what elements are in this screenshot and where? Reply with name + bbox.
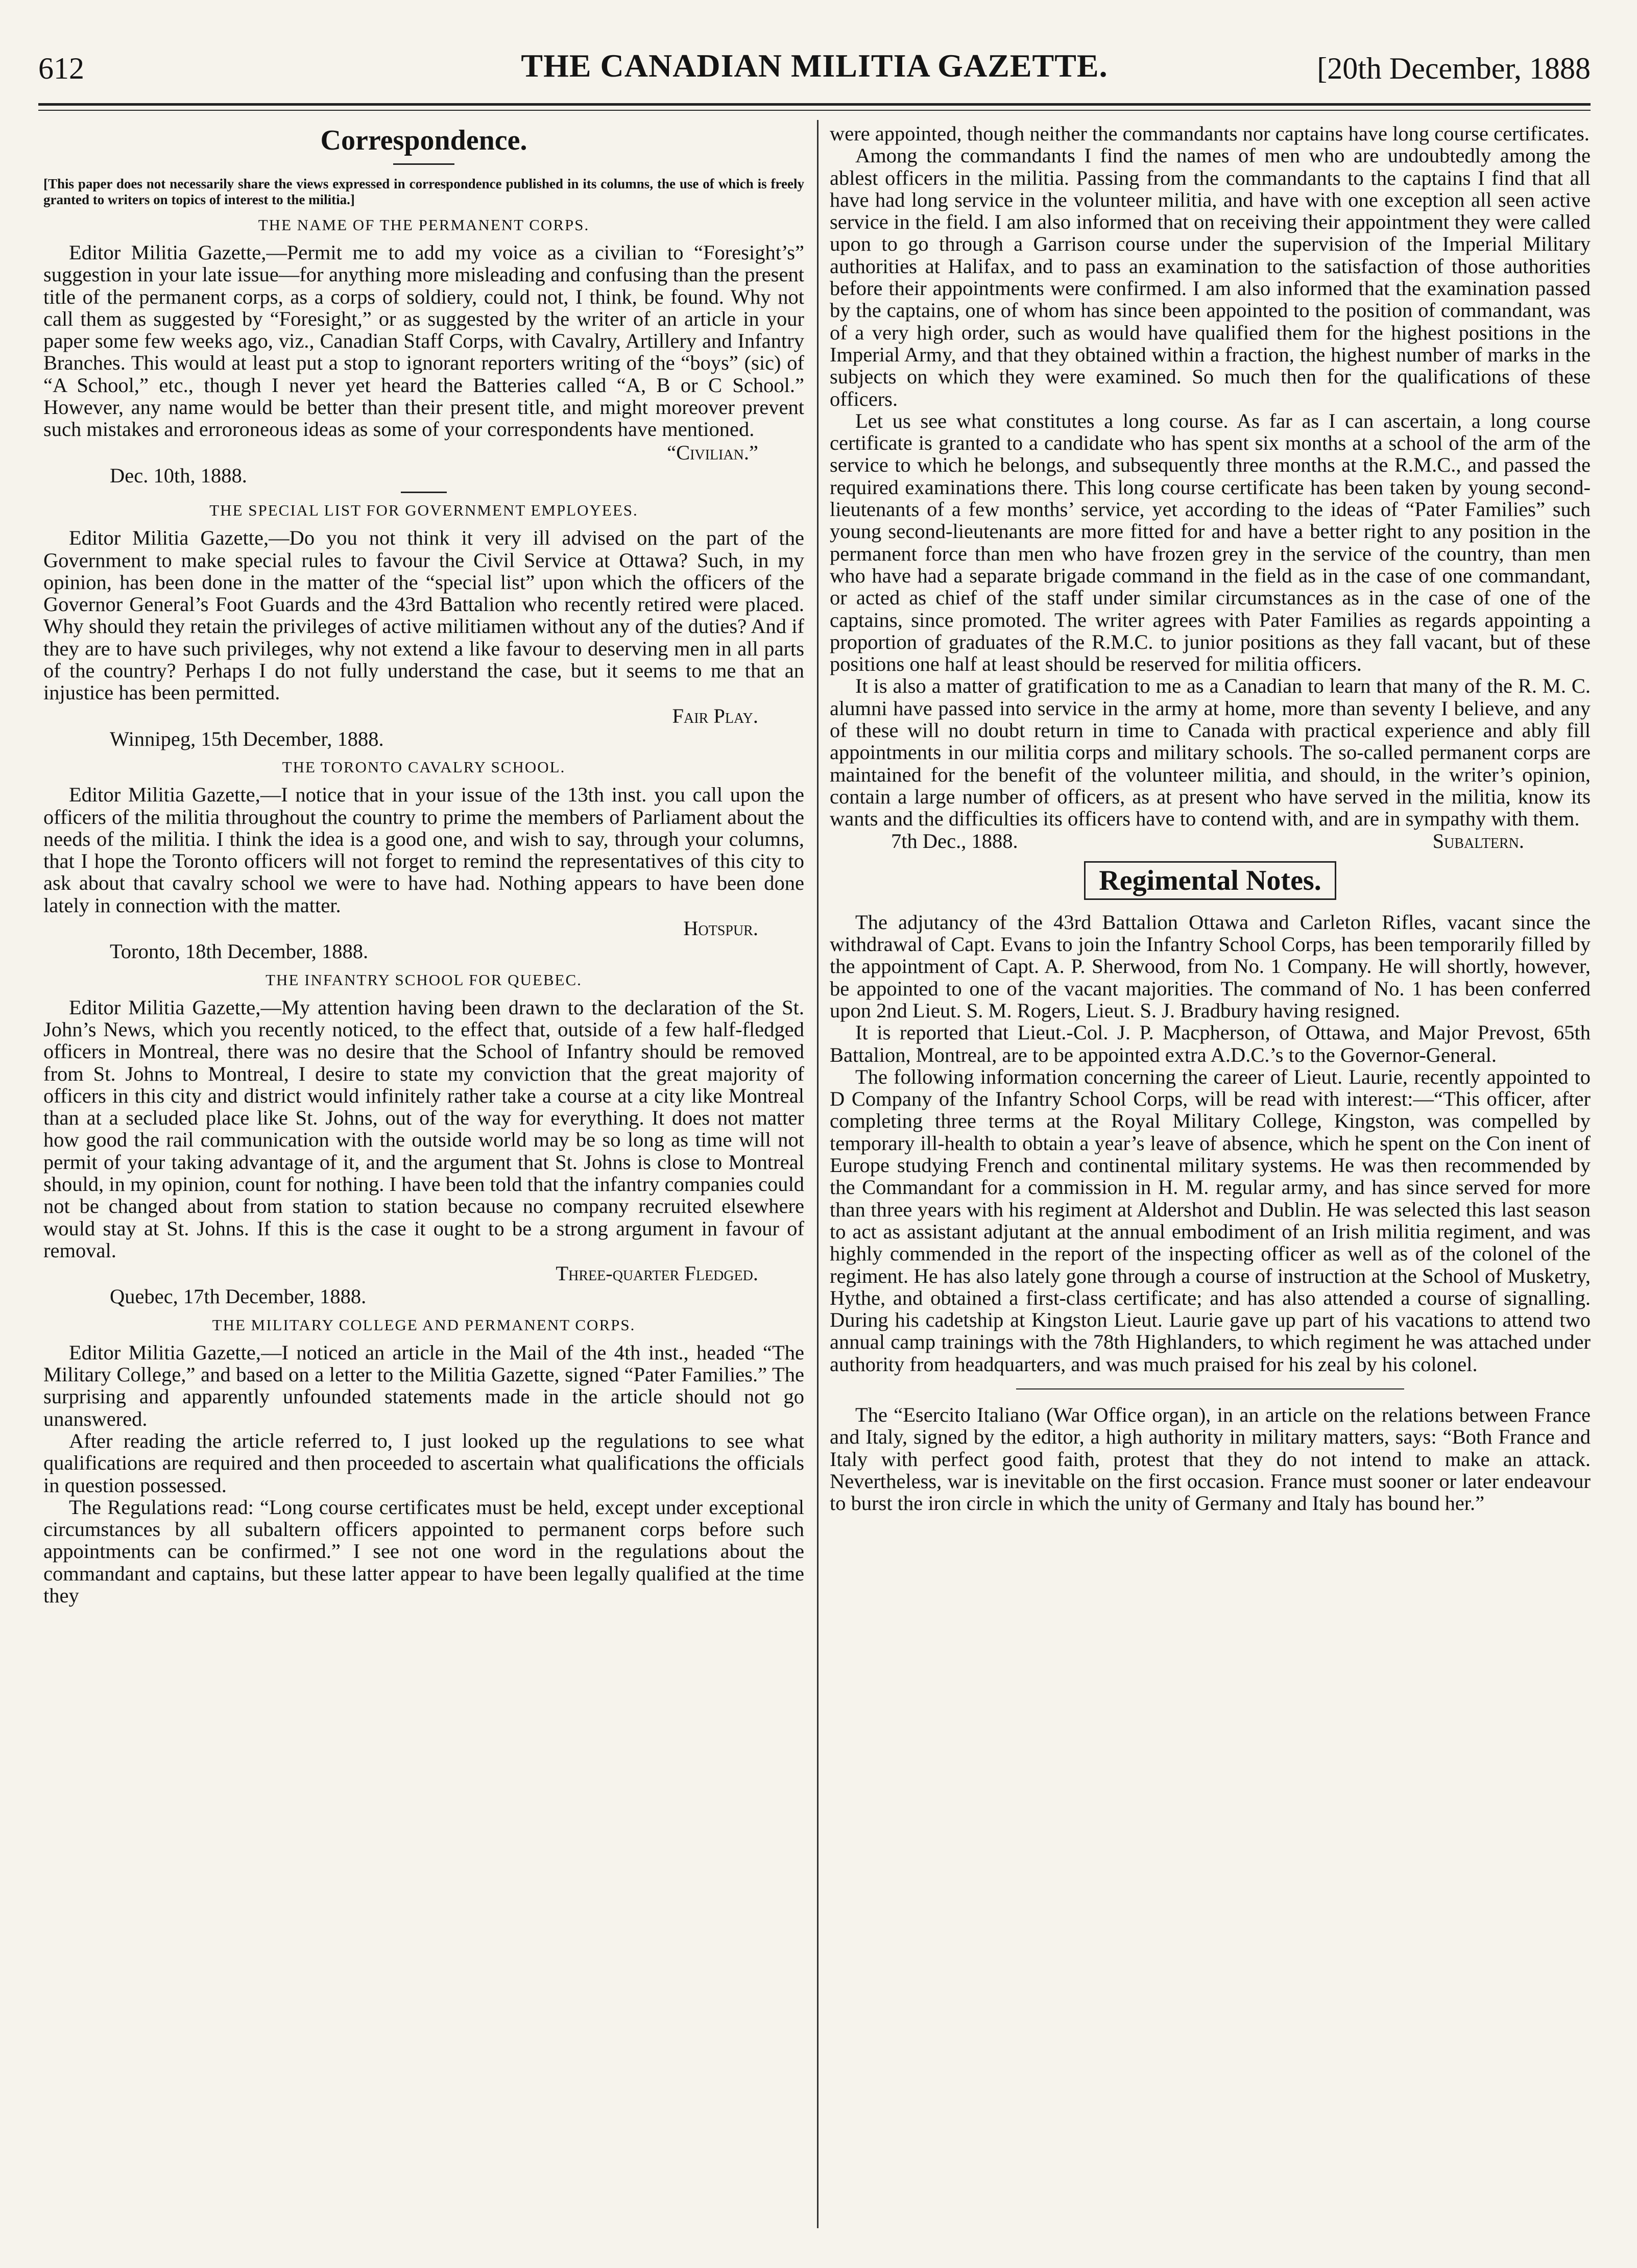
letter-title: THE MILITARY COLLEGE AND PERMANENT CORPS. <box>212 1315 636 1334</box>
letter-title: THE INFANTRY SCHOOL FOR QUEBEC. <box>266 970 582 989</box>
letter-dateline: Winnipeg, 15th December, 1888. <box>110 727 384 750</box>
letter-continuation-paragraph: Among the commandants I find the names of men who are undoubtedly among the ablest officers in the militia. Passing from the commandants to the captains I find that all have had long service in the volunteer militia, and have with one exception all seen active service in the field. I am also informed that on receiving their appointment they were called upon to go through a Garrison course under the supervision of the Imperial Military authorities at Halifax, and to pass an examination to the satisfaction of those authorities before their appointments were confirmed. I am also informed that the examination passed by the captains, one of whom has since been appointed to the position of commandant, was of a very high order, such as would have qualified them for the highest positions in the Imperial Army, and that they obtained within a fraction, the highest number of marks in the subjects on which they were examined. So much then for the qualifications of these officers. <box>830 144 1591 410</box>
regimental-notes-heading-box <box>830 861 1591 900</box>
letter-title: THE SPECIAL LIST FOR GOVERNMENT EMPLOYEES. <box>209 501 638 520</box>
note-paragraph: The adjutancy of the 43rd Battalion Ottawa and Carleton Rifles, vacant since the withdrawal of Capt. Evans to join the Infantry School Corps, has been temporarily filled by the appointment of Capt. A. P. Sherwood, from No. 1 Company. He will shortly, however, be appointed to one of the vacant majorities. The command of No. 1 has been conferred upon 2nd Lieut. S. M. Rogers, Lieut. S. J. Bradbury having resigned. <box>830 910 1591 1022</box>
letter-signoff <box>830 830 1591 852</box>
letter-signature: “Civilian.” <box>667 441 758 464</box>
letter-paragraph: Editor Militia Gazette,—Do you not think it very ill advised on the part of the Government to make special rules to favour the Civil Service at Ottawa? Such, in my opinion, has been done in the matter of the “special list” upon which the officers of the Governor General’s Foot Guards and the 43rd Battalion who recently retired were placed. Why should they retain the privileges of active militiamen without any of the duties? And if they are to have such privileges, why not extend a like favour to deserving men in all parts of the country? Perhaps I do not fully understand the case, but it seems to me that an injustice has been permitted. <box>43 526 804 704</box>
letter-paragraph: After reading the article referred to, I just looked up the regulations to see what qualifications are required and then proceeded to ascertain what qualifications the officials in question possessed. <box>43 1429 804 1497</box>
letter-separator <box>401 492 447 493</box>
section-rule <box>393 163 454 165</box>
letter-signature: Subaltern. <box>1432 829 1524 852</box>
note-separator <box>1016 1388 1404 1389</box>
letter-continuation-paragraph: were appointed, though neither the commandants nor captains have long course certificates. <box>830 122 1590 145</box>
letter-continuation-paragraph: Let us see what constitutes a long course. As far as I can ascertain, a long course certificate is granted to a candidate who has spent six months at a school of the arm of the service to which he belongs, and subsequently three months at the R.M.C., and passed the required examinations there. This long course certificate has been taken by young second-lieutenants of a few months’ service, yet according to the ideas of “Pater Families” such young second-lieutenants are more fitted for and have a better right to any position in the permanent force than men who have frozen grey in the service of the country, than men who have had a separate brigade command in the field as in the case of one commandant, or acted as chief of the staff under similar circumstances as in the case of one of the captains, since promoted. The writer agrees with Pater Families as regards appointing a proportion of graduates of the R.M.C. to junior positions as they fall vacant, but of these positions one half at least should be reserved for militia officers. <box>830 409 1591 676</box>
letter-paragraph: The Regulations read: “Long course certificates must be held, except under exceptional circumstances by all subaltern officers appointed to permanent corps before such appointments can be confirmed.” I see not one word in the regulations about the commandant and captains, but these latter appear to have been legally qualified at the time they <box>43 1495 804 1607</box>
column-divider <box>817 120 818 2228</box>
letter-dateline: Quebec, 17th December, 1888. <box>110 1285 367 1308</box>
letter-title: THE NAME OF THE PERMANENT CORPS. <box>258 216 590 234</box>
header-rule-thick <box>38 103 1591 106</box>
letter-continuation-paragraph: It is also a matter of gratification to me as a Canadian to learn that many of the R. M. C. alumni have passed into service in the army at home, more than seventy I believe, and any of these will no doubt return in time to Canada with practical experience and ably fill appointments in our militia corps and military schools. The so-called permanent corps are maintained for the benefit of the volunteer militia, and should, in the writer’s opinion, contain a large number of officers, as at present who have served in the militia, know its wants and the difficulties its officers have to contend with, and are in sympathy with them. <box>830 674 1591 831</box>
issue-date: [20th December, 1888 <box>1317 52 1591 85</box>
masthead <box>38 47 1591 101</box>
right-column <box>830 123 1591 1515</box>
letter-dateline: Toronto, 18th December, 1888. <box>110 940 369 963</box>
correspondence-heading: Correspondence. <box>320 125 527 156</box>
page-number: 612 <box>38 52 84 85</box>
letter-title: THE TORONTO CAVALRY SCHOOL. <box>282 758 566 776</box>
newspaper-title: THE CANADIAN MILITIA GAZETTE. <box>521 47 1108 84</box>
note-paragraph: The following information concerning the career of Lieut. Laurie, recently appointed to D Company of the Infantry School Corps, will be read with interest:—“This officer, after completing three terms at the Royal Military College, Kingston, was compelled by temporary ill-health to obtain a year’s leave of absence, which he spent on the Con inent of Europe studying French and continental military systems. He was then recommended by the Commandant for a commission in H. M. regular army, and has since served for more than three years with his regiment at Aldershot and Dublin. He was selected this last season to act as assistant adjutant at the annual embodiment of an Irish militia regiment, and was highly commended in the report of the inspecting officer as well as of the colonel of the regiment. He has also lately gone through a course of instruction at the School of Musketry, Hythe, and obtained a first-class certificate; and has also attended a course of signalling. During his cadetship at Kingston Lieut. Laurie gave up part of his vacations to attend two annual camp trainings with the 78th Highlanders, to which regiment he was attached under authority from headquarters, and was much praised for his zeal by his colonel. <box>830 1065 1591 1376</box>
letter-paragraph: Editor Militia Gazette,—I notice that in your issue of the 13th inst. you call upon the officers of the militia throughout the country to prime the members of Parliament about the needs of the militia. I think the idea is a good one, and wish to say, through your columns, that I hope the Toronto officers will not forget to remind the representatives of this city to ask about that cavalry school we were to have had. Nothing appears to have been done lately in connection with the matter. <box>43 783 804 917</box>
left-column <box>43 123 804 1606</box>
letter-signature: Hotspur. <box>683 917 758 940</box>
letter-paragraph: Editor Militia Gazette,—Permit me to add my voice as a civilian to “Foresight’s” suggestion in your late issue—for anything more misleading and confusing than the present title of the permanent corps, as a corps of soldiery, could not, I think, be found. Why not call them as suggested by “Foresight,” or as suggested by the writer of an article in your paper some few weeks ago, viz., Canadian Staff Corps, with Cavalry, Artillery and Infantry Branches. This would at least put a stop to ignorant reporters writing of the “boys” (sic) of “A School,” etc., though I never yet heard the Batteries called “A, B or C School.” However, any name would be better than their present title, and might moreover prevent such mistakes and erroroneous ideas as some of your correspondents have mentioned. <box>43 241 804 441</box>
letter-signature: Fair Play. <box>672 704 758 727</box>
note-paragraph: The “Esercito Italiano (War Office organ), in an article on the relations between France and Italy, signed by the editor, a high authority in military matters, says: “Both France and Italy with perfect good faith, protest that they do not intend to make an attack. Nevertheless, war is inevitable on the first occasion. France must sooner or later endeavour to burst the iron circle in which the unity of Germany and Italy has bound her.” <box>830 1403 1591 1515</box>
letter-paragraph: Editor Militia Gazette,—My attention having been drawn to the declaration of the St. John’s News, which you recently noticed, to the effect that, outside of a few half-fledged officers in Montreal, there was no desire that the School of Infantry should be removed from St. Johns to Montreal, I desire to state my conviction that the great majority of officers in this city and district would infinitely rather take a course at a city like Montreal than at a secluded place like St. Johns, out of the way for everything. It does not matter how good the rail communication with the outside world may be so long as time will not permit of your taking advantage of it, and the argument that St. Johns is close to Montreal should, in my opinion, count for nothing. I have been told that the infantry companies could not be changed about from station to station because no company recruited elsewhere would stay at St. Johns. If this is the case it ought to be a strong argument in favour of removal. <box>43 995 804 1262</box>
letter-dateline: 7th Dec., 1888. <box>891 829 1018 852</box>
regimental-notes-heading: Regimental Notes. <box>1084 861 1336 900</box>
header-rule-thin <box>38 110 1591 111</box>
letter-signature: Three-quarter Fledged. <box>556 1262 758 1285</box>
letter-paragraph: Editor Militia Gazette,—I noticed an article in the Mail of the 4th inst., headed “The Military College,” and based on a letter to the Militia Gazette, signed “Pater Families.” The surprising and apparently unfounded statements made in the article should not go unanswered. <box>43 1340 804 1430</box>
note-paragraph: It is reported that Lieut.-Col. J. P. Macpherson, of Ottawa, and Major Prevost, 65th Battalion, Montreal, are to be appointed extra A.D.C.’s to the Governor-General. <box>830 1021 1591 1066</box>
editorial-disclaimer: [This paper does not necessarily share the views expressed in correspondence published in its columns, the use of which is freely granted to writers on topics of interest to the militia.] <box>43 176 804 207</box>
letter-dateline: Dec. 10th, 1888. <box>110 464 247 487</box>
